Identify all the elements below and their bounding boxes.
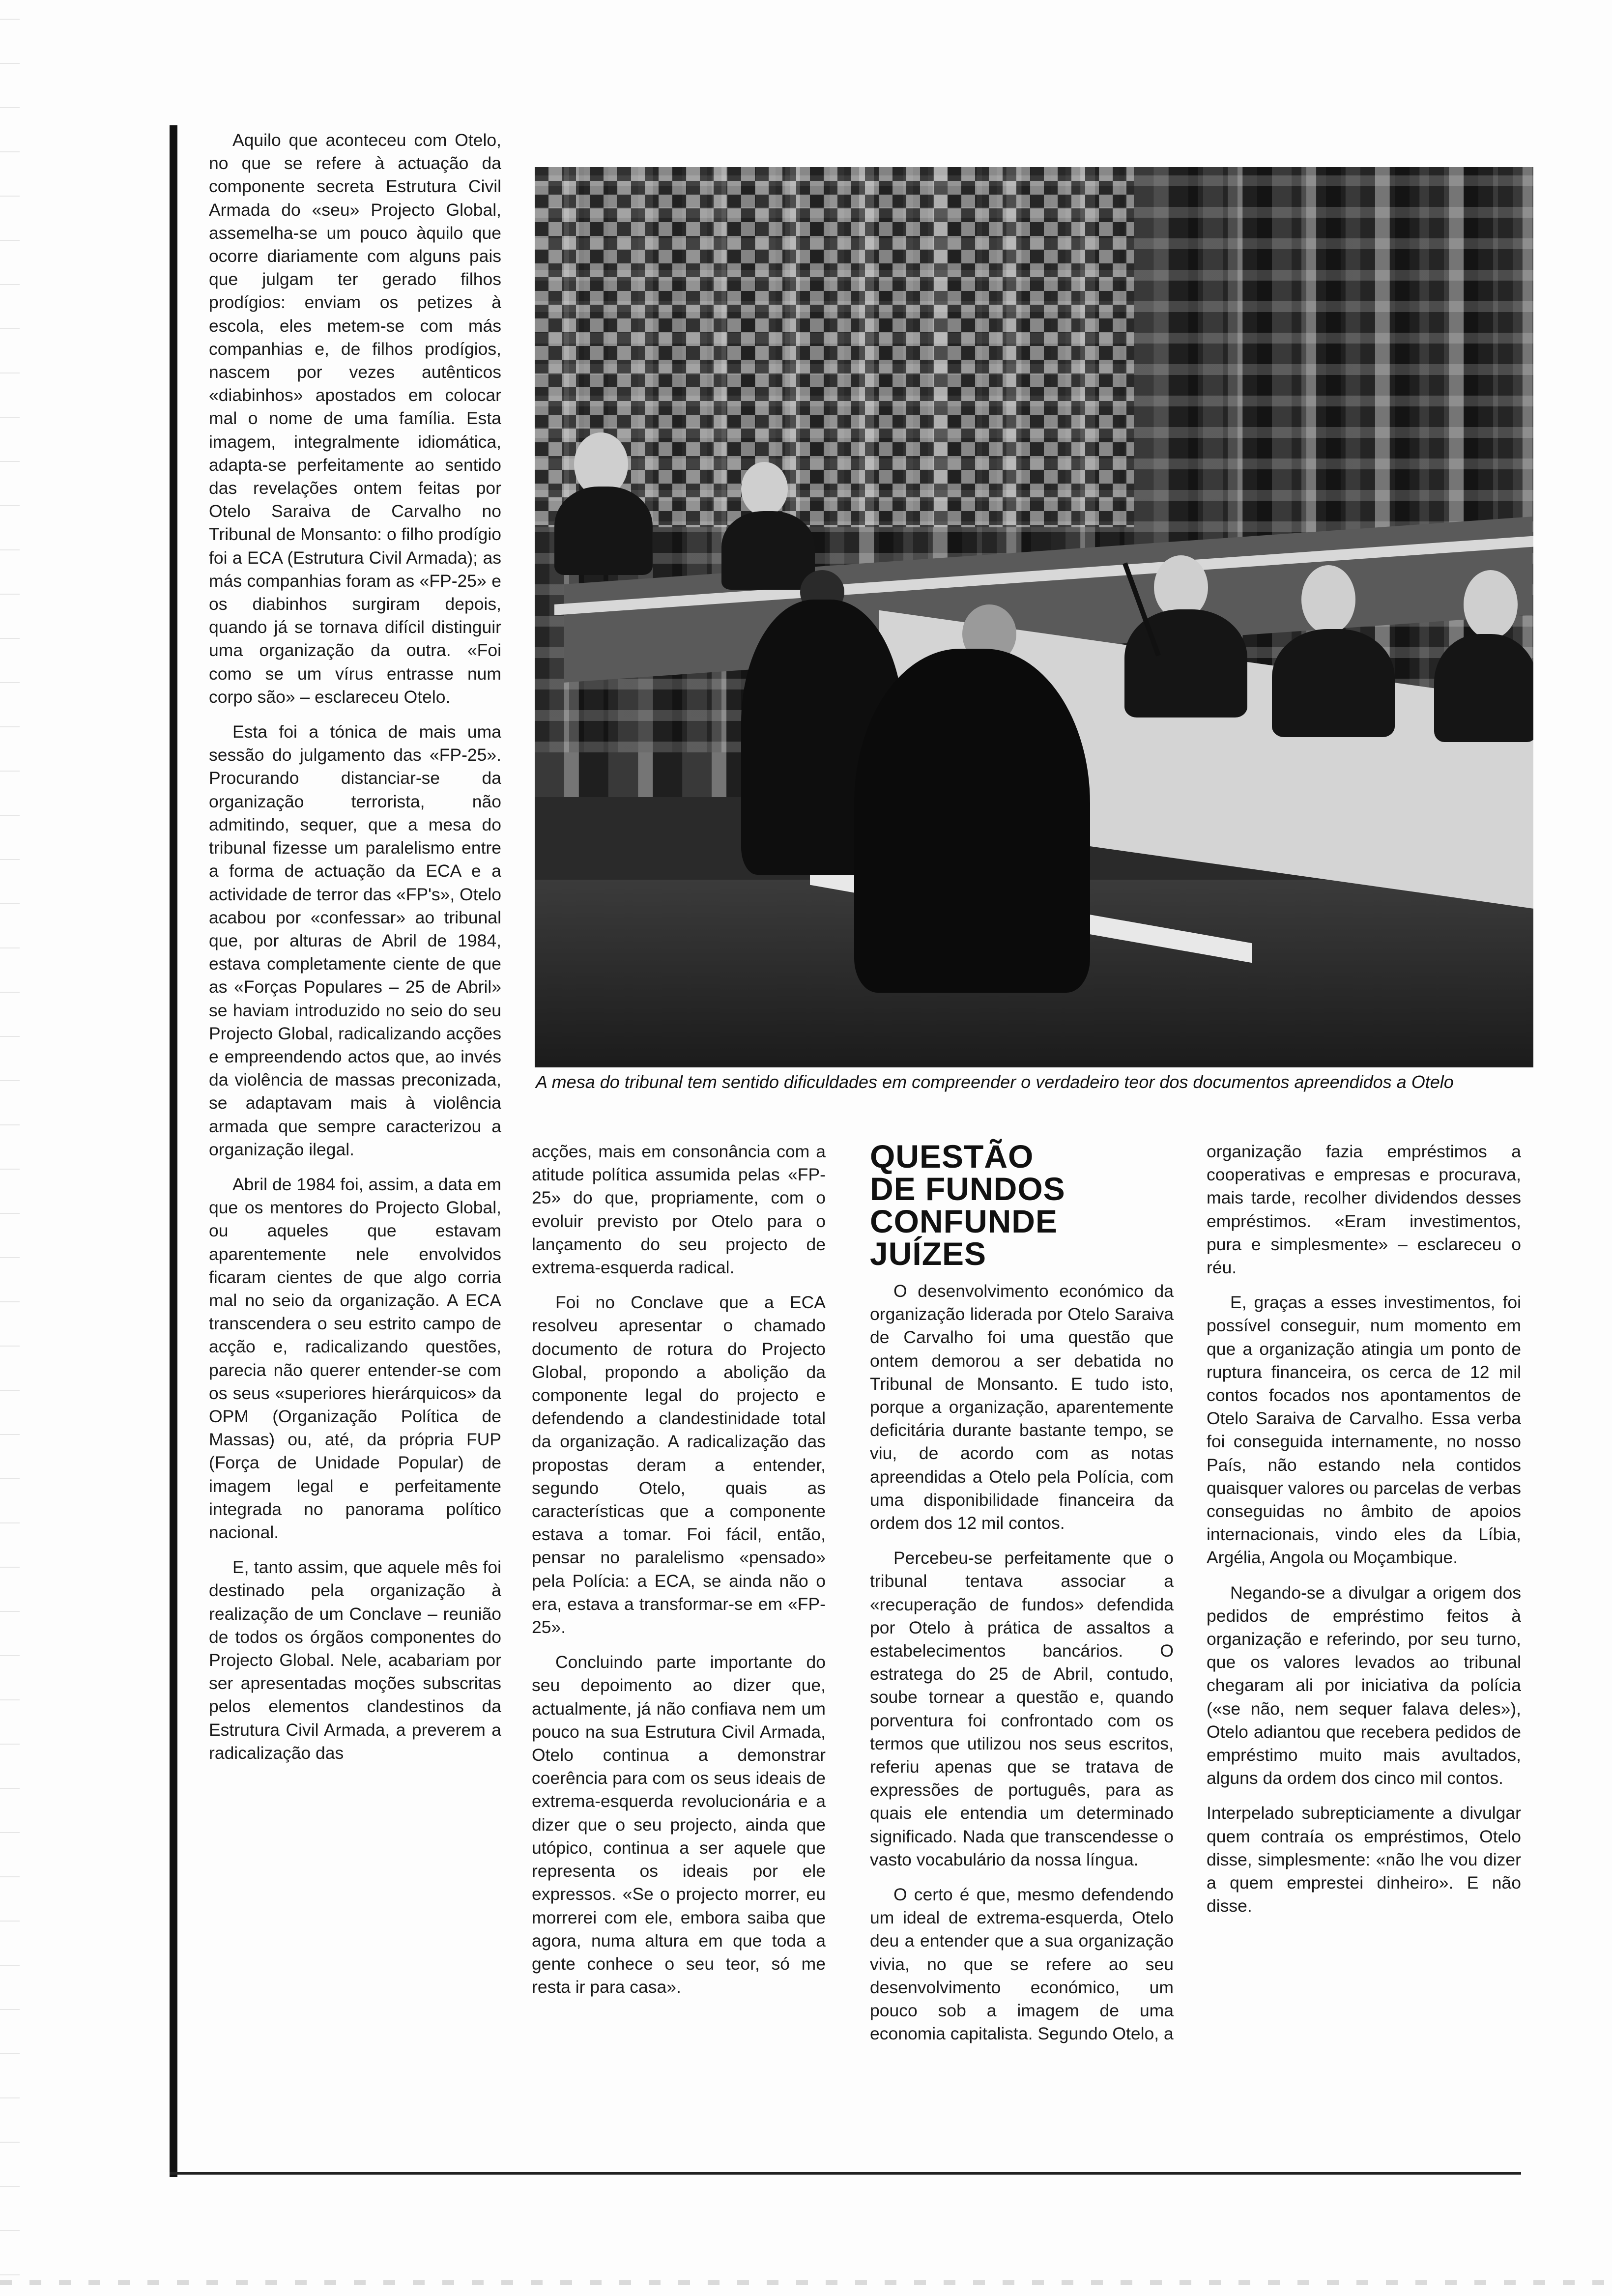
- photo-person: [721, 511, 815, 590]
- paragraph: Negando-se a divulgar a origem dos pedidos de empréstimo feitos à organização e referindo, por seu turno, que os valores levados ao tribunal chegaram ali por iniciativa da polícia («se não, nem sequer falava deles»), Otelo adiantou que recebera pedidos de empréstimo muito mais avultados, alguns da ordem dos cinco mil contos.: [1207, 1582, 1521, 1788]
- article-column-3: [870, 1140, 1174, 2162]
- photo-caption: A mesa do tribunal tem sentido dificuldades em compreender o verdadeiro teor dos documentos apreendidos a Otelo: [536, 1072, 1454, 1092]
- paragraph: Interpelado subrepticiamente a divulgar quem contraía os empréstimos, Otelo disse, simplesmente: «não lhe vou dizer a quem emprestei dinheiro». E não disse.: [1207, 1803, 1521, 1916]
- photo-person-head: [1301, 565, 1355, 634]
- section-headline: [870, 1140, 1174, 1270]
- photo-judge: [854, 649, 1090, 993]
- scan-edge-noise: [0, 0, 20, 2296]
- scan-bottom-noise: [0, 2280, 1612, 2285]
- paragraph: Foi no Conclave que a ECA resolveu apresentar o chamado documento de rotura do Projecto Global, propondo a abolição da componente legal do projecto e defendendo a clandestinidade total da organização. A radicalização das propostas deram a entender, segundo Otelo, quais as características que a componente estava a tomar. Foi fácil, então, pensar no paralelismo «pensado» pela Polícia: a ECA, se ainda não o era, estava a transformar-se em «FP-25».: [532, 1292, 826, 1637]
- article-column-4: [1207, 1140, 1521, 2162]
- paragraph: E, tanto assim, que aquele mês foi destinado pela organização à realização de um Conclave – reunião de todos os órgãos componentes do Projecto Global. Nele, acabariam por ser apresentadas moções subscritas pelos elementos clandestinos da Estrutura Civil Armada, a preverem a radicalização das: [209, 1557, 501, 1763]
- bottom-rule: [170, 2172, 1521, 2175]
- photo-person-head: [741, 462, 788, 516]
- headline-line: QUESTÃO: [870, 1138, 1034, 1175]
- article-column-1: [209, 129, 501, 2163]
- paragraph: acções, mais em consonância com a atitude política assumida pelas «FP-25» do que, propriamente, com o evoluir previsto por Otelo para o lançamento do seu projecto de extrema-esquerda radical.: [532, 1142, 826, 1278]
- paragraph: Concluindo parte importante do seu depoimento ao dizer que, actualmente, já não confiava nem um pouco na sua Estrutura Civil Armada, Otelo continua a demonstrar coerência para com os seus ideais de extrema-esquerda revolucionária e a dizer que o seu projecto, ainda que utópico, continua a ser aquele que representa os ideais por ele expressos. «Se o projecto morrer, eu morrerei com ele, embora saiba que agora, numa altura em que toda a gente conhece o seu teor, só me resta ir para casa».: [532, 1652, 826, 1997]
- paragraph: O certo é que, mesmo defendendo um ideal de extrema-esquerda, Otelo deu a entender que a sua organização vivia, no que se refere ao seu desenvolvimento económico, um pouco sob a imagem de uma economia capitalista. Segundo Otelo, a: [870, 1885, 1174, 2044]
- paragraph: O desenvolvimento económico da organização liderada por Otelo Saraiva de Carvalho foi uma questão que ontem demorou a ser debatida no Tribunal de Monsanto. E tudo isto, porque a organização, aparentemente deficitária durante bastante tempo, se viu, de acordo com as notas apreendidas a Otelo pela Polícia, com uma disponibilidade financeira da ordem dos 12 mil contos.: [870, 1281, 1174, 1533]
- photo-person: [1124, 609, 1247, 718]
- photo-person: [1434, 634, 1533, 742]
- court-photo: [535, 167, 1533, 1067]
- paragraph: Aquilo que aconteceu com Otelo, no que se refere à actuação da componente secreta Estrutura Civil Armada do «seu» Projecto Global, assemelha-se um pouco àquilo que ocorre diariamente com alguns pais que julgam ter gerado filhos prodígios: enviam os petizes à escola, eles metem-se com más companhias e, de filhos prodígios, nascem por vezes autênticos «diabinhos» apostados em colocar mal o nome de uma família. Esta imagem, integralmente idiomática, adapta-se perfeitamente ao sentido das revelações ontem feitas por Otelo Saraiva de Carvalho no Tribunal de Monsanto: o filho prodígio foi a ECA (Estrutura Civil Armada); as más companhias foram as «FP-25» e os diabinhos surgiram depois, quando já se tornava difícil distinguir uma organização da outra. «Foi como se um vírus entrasse num corpo são» – esclareceu Otelo.: [209, 130, 501, 707]
- column-rule: [170, 125, 177, 2177]
- paragraph: E, graças a esses investimentos, foi possível conseguir, num momento em que a organização atingia um ponto de ruptura financeira, os cerca de 12 mil contos focados nos apontamentos de Otelo Saraiva de Carvalho. Essa verba foi conseguida internamente, no nosso País, não estando nela contidos quaisquer valores ou parcelas de verbas conseguidas no âmbito de apoios internacionais, vindo eles da Líbia, Argélia, Angola ou Moçambique.: [1207, 1292, 1521, 1568]
- paragraph: organização fazia empréstimos a cooperativas e empresas e procurava, mais tarde, recolher dividendos desses empréstimos. «Eram investimentos, pura e simplesmente» – esclareceu o réu.: [1207, 1142, 1521, 1278]
- photo-person: [1272, 629, 1395, 737]
- photo-person: [554, 487, 653, 575]
- headline-line: CONFUNDE JUÍZES: [870, 1203, 1058, 1272]
- headline-line: DE FUNDOS: [870, 1171, 1065, 1207]
- paragraph: Abril de 1984 foi, assim, a data em que os mentores do Projecto Global, ou aqueles que estavam aparentemente nele envolvidos ficaram cientes de que algo corria mal no seio da organização. A ECA transcendera o seu estrito campo de acção e, radicalizando questões, parecia não querer entender-se com os seus «superiores hierárquicos» da OPM (Organização Política de Massas) ou, até, da própria FUP (Força de Unidade Popular) de imagem legal e perfeitamente integrada no panorama político nacional.: [209, 1174, 501, 1542]
- paragraph: Esta foi a tónica de mais uma sessão do julgamento das «FP-25». Procurando distanciar-se da organização terrorista, não admitindo, sequer, que a mesa do tribunal fizesse um paralelismo entre a forma de actuação da ECA e a actividade de terror das «FP's», Otelo acabou por «confessar» ao tribunal que, por alturas de Abril de 1984, estava completamente ciente de que as «Forças Populares – 25 de Abril» se haviam introduzido no seio do seu Projecto Global, radicalizando acções e empreendendo actos que, ao invés da violência de massas preconizada, se adaptavam mais à violência armada que sempre caracterizou a organização ilegal.: [209, 722, 501, 1159]
- paragraph: Percebeu-se perfeitamente que o tribunal tentava associar a «recuperação de fundos» defendida por Otelo à prática de assaltos a estabelecimentos bancários. O estratega do 25 de Abril, contudo, soube tornear a questão e, quando porventura foi confrontado com os termos que utilizou nos seus escritos, referiu apenas que se tratava de expressões de português, para as quais ele entendia um determinado significado. Nada que transcendesse o vasto vocabulário da nossa língua.: [870, 1548, 1174, 1869]
- photo-person-head: [1464, 570, 1518, 639]
- article-column-2: [532, 1140, 826, 2162]
